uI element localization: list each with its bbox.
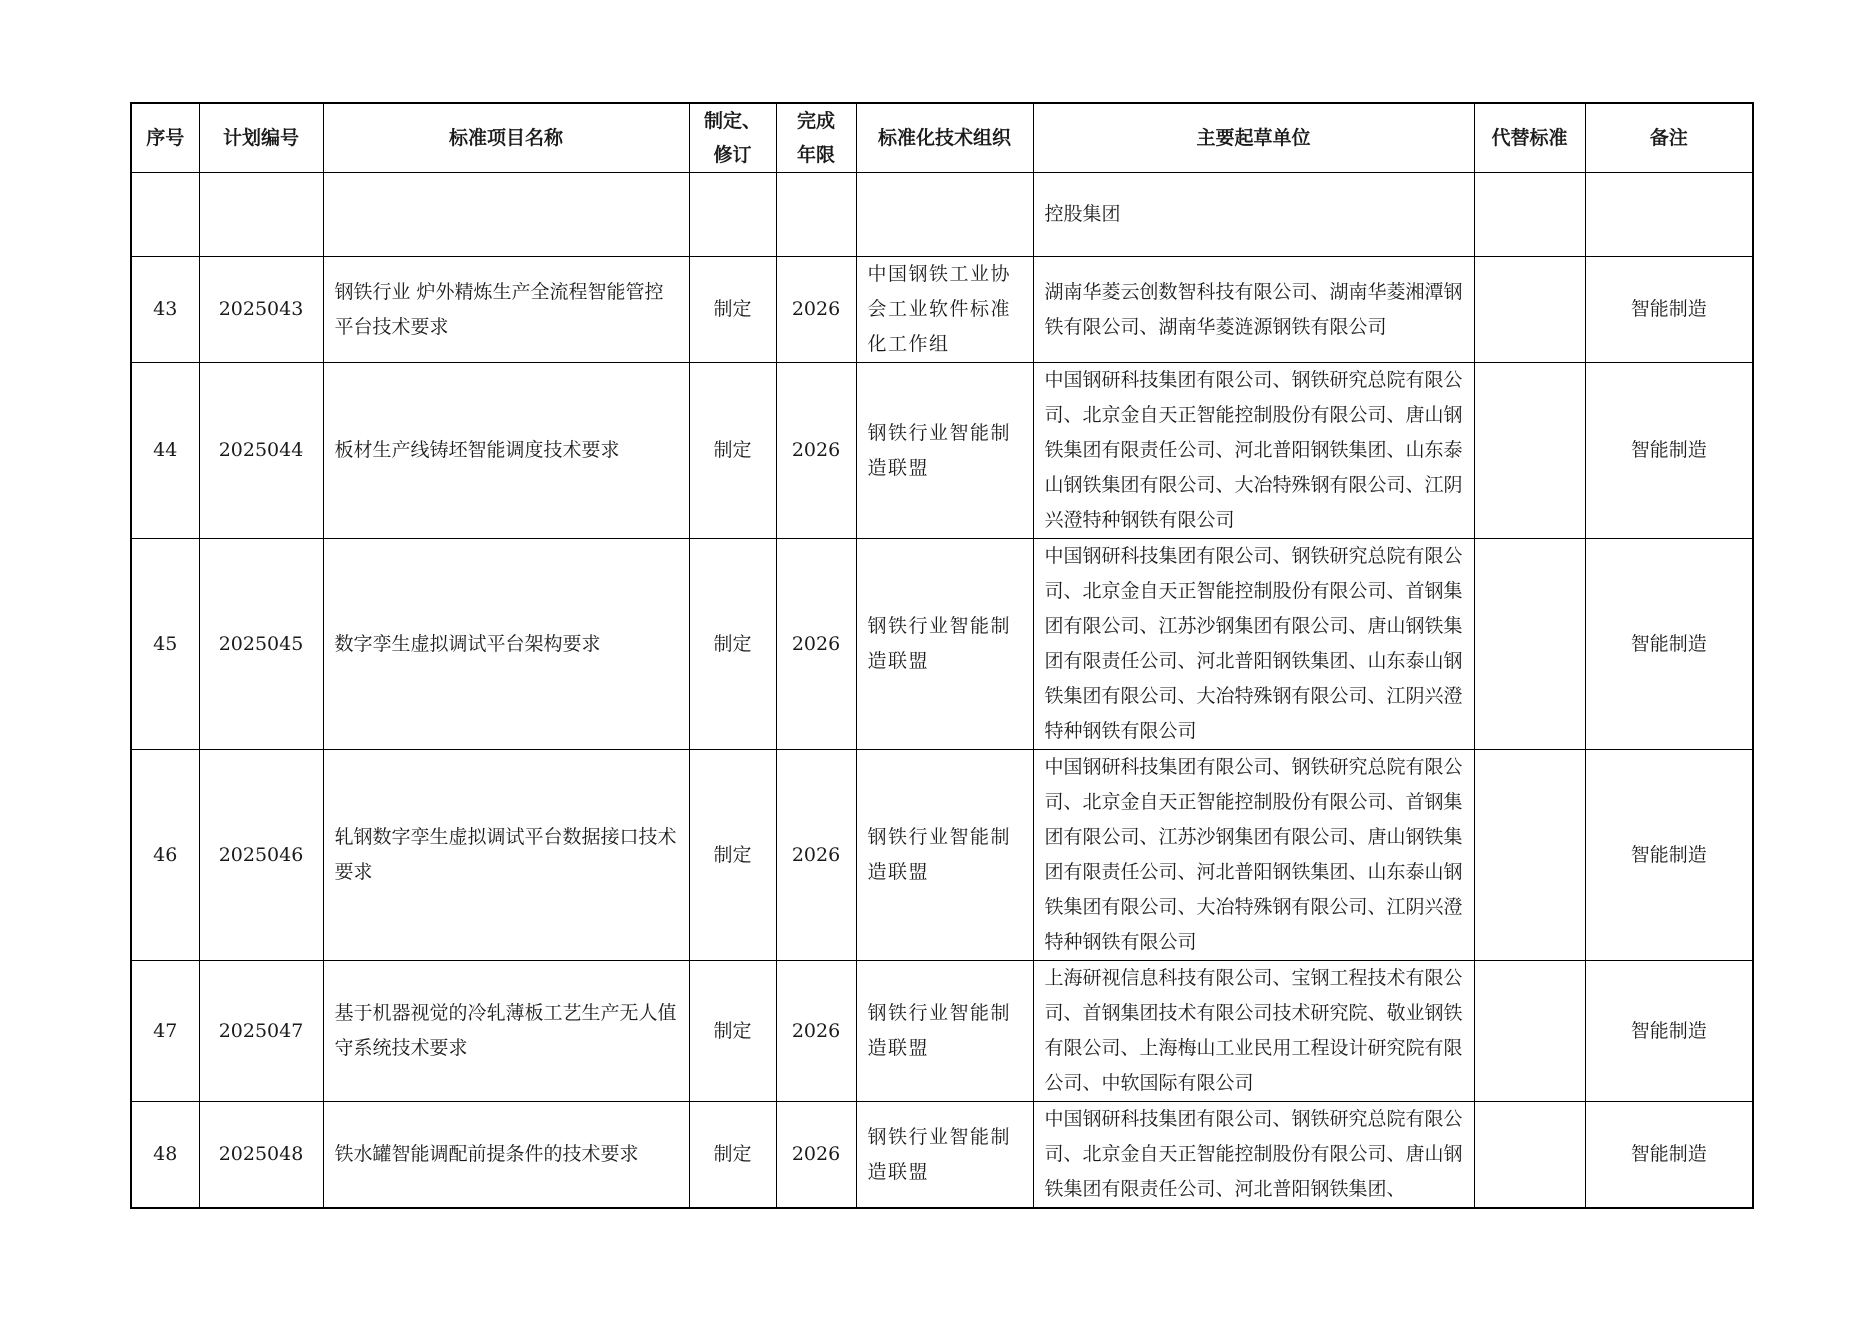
cont-replaces	[1474, 173, 1585, 257]
cell-tech-org: 钢铁行业智能制造联盟	[856, 363, 1033, 539]
table-row	[131, 363, 1753, 539]
cell-year: 2026	[776, 363, 856, 539]
header-project-name: 标准项目名称	[323, 103, 689, 173]
cell-project-name: 钢铁行业 炉外精炼生产全流程智能管控平台技术要求	[323, 257, 689, 363]
cell-replaces	[1474, 1102, 1585, 1209]
cell-type: 制定	[689, 539, 776, 750]
cell-remark: 智能制造	[1585, 363, 1753, 539]
cell-seq: 43	[131, 257, 199, 363]
cell-remark: 智能制造	[1585, 750, 1753, 961]
table-row	[131, 1102, 1753, 1209]
cont-drafting-units: 控股集团	[1033, 173, 1474, 257]
cell-remark: 智能制造	[1585, 539, 1753, 750]
cell-seq: 47	[131, 961, 199, 1102]
cell-drafting-units: 上海研视信息科技有限公司、宝钢工程技术有限公司、首钢集团技术有限公司技术研究院、敬业钢铁有限公司、上海梅山工业民用工程设计研究院有限公司、中软国际有限公司	[1033, 961, 1474, 1102]
cell-year: 2026	[776, 539, 856, 750]
cell-replaces	[1474, 363, 1585, 539]
cell-plan-no: 2025048	[199, 1102, 323, 1209]
cell-replaces	[1474, 961, 1585, 1102]
cont-remark	[1585, 173, 1753, 257]
cell-remark: 智能制造	[1585, 257, 1753, 363]
cell-seq: 45	[131, 539, 199, 750]
table-body	[131, 173, 1753, 1209]
cell-tech-org: 中国钢铁工业协会工业软件标准化工作组	[856, 257, 1033, 363]
cell-tech-org: 钢铁行业智能制造联盟	[856, 539, 1033, 750]
table-row	[131, 750, 1753, 961]
cell-project-name: 数字孪生虚拟调试平台架构要求	[323, 539, 689, 750]
cell-replaces	[1474, 750, 1585, 961]
cell-year: 2026	[776, 1102, 856, 1209]
cell-seq: 44	[131, 363, 199, 539]
cell-plan-no: 2025043	[199, 257, 323, 363]
cont-name	[323, 173, 689, 257]
cont-seq	[131, 173, 199, 257]
cell-drafting-units: 中国钢研科技集团有限公司、钢铁研究总院有限公司、北京金自天正智能控制股份有限公司、首钢集团有限公司、江苏沙钢集团有限公司、唐山钢铁集团有限责任公司、河北普阳钢铁集团、山东泰山钢铁集团有限公司、大冶特殊钢有限公司、江阴兴澄特种钢铁有限公司	[1033, 539, 1474, 750]
cell-plan-no: 2025047	[199, 961, 323, 1102]
header-year	[776, 103, 856, 173]
cell-drafting-units: 湖南华菱云创数智科技有限公司、湖南华菱湘潭钢铁有限公司、湖南华菱涟源钢铁有限公司	[1033, 257, 1474, 363]
cell-remark: 智能制造	[1585, 1102, 1753, 1209]
cell-drafting-units: 中国钢研科技集团有限公司、钢铁研究总院有限公司、北京金自天正智能控制股份有限公司、唐山钢铁集团有限责任公司、河北普阳钢铁集团、山东泰山钢铁集团有限公司、大冶特殊钢有限公司、江阴兴澄特种钢铁有限公司	[1033, 363, 1474, 539]
cell-type: 制定	[689, 1102, 776, 1209]
cell-plan-no: 2025044	[199, 363, 323, 539]
header-replaces: 代替标准	[1474, 103, 1585, 173]
table-row	[131, 257, 1753, 363]
header-drafting-units: 主要起草单位	[1033, 103, 1474, 173]
cell-drafting-units: 中国钢研科技集团有限公司、钢铁研究总院有限公司、北京金自天正智能控制股份有限公司、唐山钢铁集团有限责任公司、河北普阳钢铁集团、	[1033, 1102, 1474, 1209]
header-year-line2: 年限	[796, 144, 835, 166]
cell-seq: 48	[131, 1102, 199, 1209]
header-type-line2: 修订	[713, 144, 752, 166]
cell-type: 制定	[689, 961, 776, 1102]
cell-replaces	[1474, 257, 1585, 363]
cont-year	[776, 173, 856, 257]
cell-project-name: 基于机器视觉的冷轧薄板工艺生产无人值守系统技术要求	[323, 961, 689, 1102]
table-header	[131, 103, 1753, 173]
header-type	[689, 103, 776, 173]
table-row	[131, 961, 1753, 1102]
cell-drafting-units: 中国钢研科技集团有限公司、钢铁研究总院有限公司、北京金自天正智能控制股份有限公司、首钢集团有限公司、江苏沙钢集团有限公司、唐山钢铁集团有限责任公司、河北普阳钢铁集团、山东泰山钢铁集团有限公司、大冶特殊钢有限公司、江阴兴澄特种钢铁有限公司	[1033, 750, 1474, 961]
cell-year: 2026	[776, 750, 856, 961]
cell-replaces	[1474, 539, 1585, 750]
header-remarks: 备注	[1585, 103, 1753, 173]
header-tech-org: 标准化技术组织	[856, 103, 1033, 173]
cell-project-name: 轧钢数字孪生虚拟调试平台数据接口技术要求	[323, 750, 689, 961]
cell-tech-org: 钢铁行业智能制造联盟	[856, 1102, 1033, 1209]
header-row	[131, 103, 1753, 173]
cell-type: 制定	[689, 363, 776, 539]
header-type-line1: 制定、	[703, 110, 761, 132]
cell-remark: 智能制造	[1585, 961, 1753, 1102]
header-plan-no: 计划编号	[199, 103, 323, 173]
header-seq: 序号	[131, 103, 199, 173]
standards-plan-table	[130, 102, 1754, 1209]
cont-plan-no	[199, 173, 323, 257]
cell-project-name: 板材生产线铸坯智能调度技术要求	[323, 363, 689, 539]
cell-year: 2026	[776, 961, 856, 1102]
cell-year: 2026	[776, 257, 856, 363]
cell-tech-org: 钢铁行业智能制造联盟	[856, 961, 1033, 1102]
cont-org	[856, 173, 1033, 257]
cell-plan-no: 2025045	[199, 539, 323, 750]
cell-tech-org: 钢铁行业智能制造联盟	[856, 750, 1033, 961]
cell-type: 制定	[689, 257, 776, 363]
cell-type: 制定	[689, 750, 776, 961]
continuation-row	[131, 173, 1753, 257]
cell-plan-no: 2025046	[199, 750, 323, 961]
cell-seq: 46	[131, 750, 199, 961]
header-year-line1: 完成	[796, 110, 835, 132]
cont-type	[689, 173, 776, 257]
table-row	[131, 539, 1753, 750]
cell-project-name: 铁水罐智能调配前提条件的技术要求	[323, 1102, 689, 1209]
